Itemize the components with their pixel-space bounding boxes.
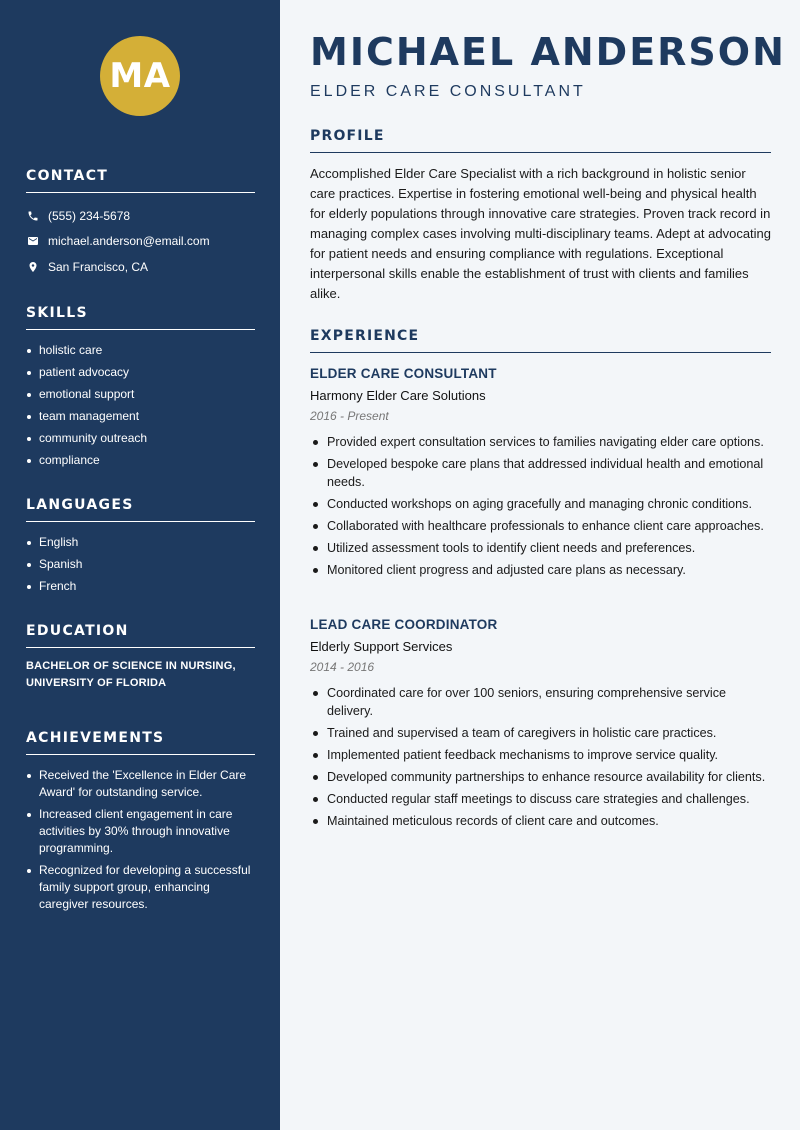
list-item: Conducted regular staff meetings to discuss care strategies and challenges.	[310, 790, 771, 808]
skills-section	[26, 305, 255, 474]
job-dates-2: 2014 - 2016	[310, 660, 375, 674]
candidate-name: MICHAEL ANDERSON	[310, 30, 786, 74]
list-item: Utilized assessment tools to identify client needs and preferences.	[310, 539, 771, 557]
list-item: Developed bespoke care plans that addressed individual health and emotional needs.	[310, 455, 771, 491]
list-item: Recognized for developing a successful family support group, enhancing caregiver resources.	[26, 862, 255, 913]
education-section	[26, 623, 255, 692]
email-icon	[26, 235, 39, 248]
achievements-list	[26, 767, 255, 913]
location-text: San Francisco, CA	[48, 259, 149, 274]
job-company-2: Elderly Support Services	[310, 639, 453, 654]
skills-heading: SKILLS	[26, 305, 255, 330]
list-item: Conducted workshops on aging gracefully and managing chronic conditions.	[310, 495, 771, 513]
contact-location	[26, 254, 255, 280]
phone-icon	[26, 209, 39, 222]
job-entry-1	[310, 366, 771, 583]
skills-list	[26, 342, 255, 469]
contact-heading: CONTACT	[26, 168, 255, 193]
contact-list	[26, 203, 255, 280]
candidate-title: ELDER CARE CONSULTANT	[310, 83, 586, 100]
job-dates-1: 2016 - Present	[310, 409, 389, 423]
list-item: Implemented patient feedback mechanisms to improve service quality.	[310, 746, 771, 764]
list-item: holistic care	[26, 342, 255, 359]
avatar	[100, 36, 180, 116]
list-item: emotional support	[26, 386, 255, 403]
list-item: French	[26, 578, 255, 595]
phone-text: (555) 234-5678	[48, 208, 131, 223]
list-item: Developed community partnerships to enhance resource availability for clients.	[310, 768, 771, 786]
list-item: compliance	[26, 452, 255, 469]
profile-text: Accomplished Elder Care Specialist with a rich background in holistic senior care practices. Expertise in fostering emotional well-being and physical health for elderly populations through innovative care strategies. Proven track record in managing complex cases involving multi-disciplinary teams. Adept at advocating for patient needs and ensuring compliance with regulations. Exceptional interpersonal skills enable the establishment of trust with clients and families alike.	[310, 166, 772, 301]
list-item: Monitored client progress and adjusted care plans as necessary.	[310, 561, 771, 579]
contact-section	[26, 168, 255, 280]
experience-section	[310, 328, 771, 353]
avatar-initials: MA	[109, 56, 171, 96]
list-item: Maintained meticulous records of client care and outcomes.	[310, 812, 771, 830]
job-company-1: Harmony Elder Care Solutions	[310, 388, 486, 403]
location-pin-icon	[26, 260, 39, 273]
job-title-1: ELDER CARE CONSULTANT	[310, 366, 497, 381]
sidebar	[0, 0, 280, 1130]
job-entry-2	[310, 617, 771, 834]
contact-phone	[26, 203, 255, 229]
job-duties-2	[310, 684, 771, 830]
list-item: Coordinated care for over 100 seniors, ensuring comprehensive service delivery.	[310, 684, 771, 720]
languages-list	[26, 534, 255, 595]
list-item: Spanish	[26, 556, 255, 573]
education-degree: BACHELOR OF SCIENCE IN NURSING, UNIVERSITY OF FLORIDA	[26, 660, 236, 689]
list-item: Collaborated with healthcare professionals to enhance client care approaches.	[310, 517, 771, 535]
profile-heading: PROFILE	[310, 128, 771, 153]
languages-section	[26, 497, 255, 600]
education-heading: EDUCATION	[26, 623, 255, 648]
achievements-heading: ACHIEVEMENTS	[26, 730, 255, 755]
list-item: Received the 'Excellence in Elder Care Award' for outstanding service.	[26, 767, 255, 801]
list-item: Provided expert consultation services to families navigating elder care options.	[310, 433, 771, 451]
list-item: team management	[26, 408, 255, 425]
email-text: michael.anderson@email.com	[48, 234, 210, 249]
contact-email	[26, 229, 255, 255]
list-item: Increased client engagement in care activities by 30% through innovative programming.	[26, 806, 255, 857]
job-duties-1	[310, 433, 771, 579]
job-title-2: LEAD CARE COORDINATOR	[310, 617, 498, 632]
list-item: English	[26, 534, 255, 551]
list-item: patient advocacy	[26, 364, 255, 381]
languages-heading: LANGUAGES	[26, 497, 255, 522]
list-item: Trained and supervised a team of caregivers in holistic care practices.	[310, 724, 771, 742]
list-item: community outreach	[26, 430, 255, 447]
achievements-section	[26, 730, 255, 918]
profile-section	[310, 128, 771, 304]
experience-heading: EXPERIENCE	[310, 328, 771, 353]
